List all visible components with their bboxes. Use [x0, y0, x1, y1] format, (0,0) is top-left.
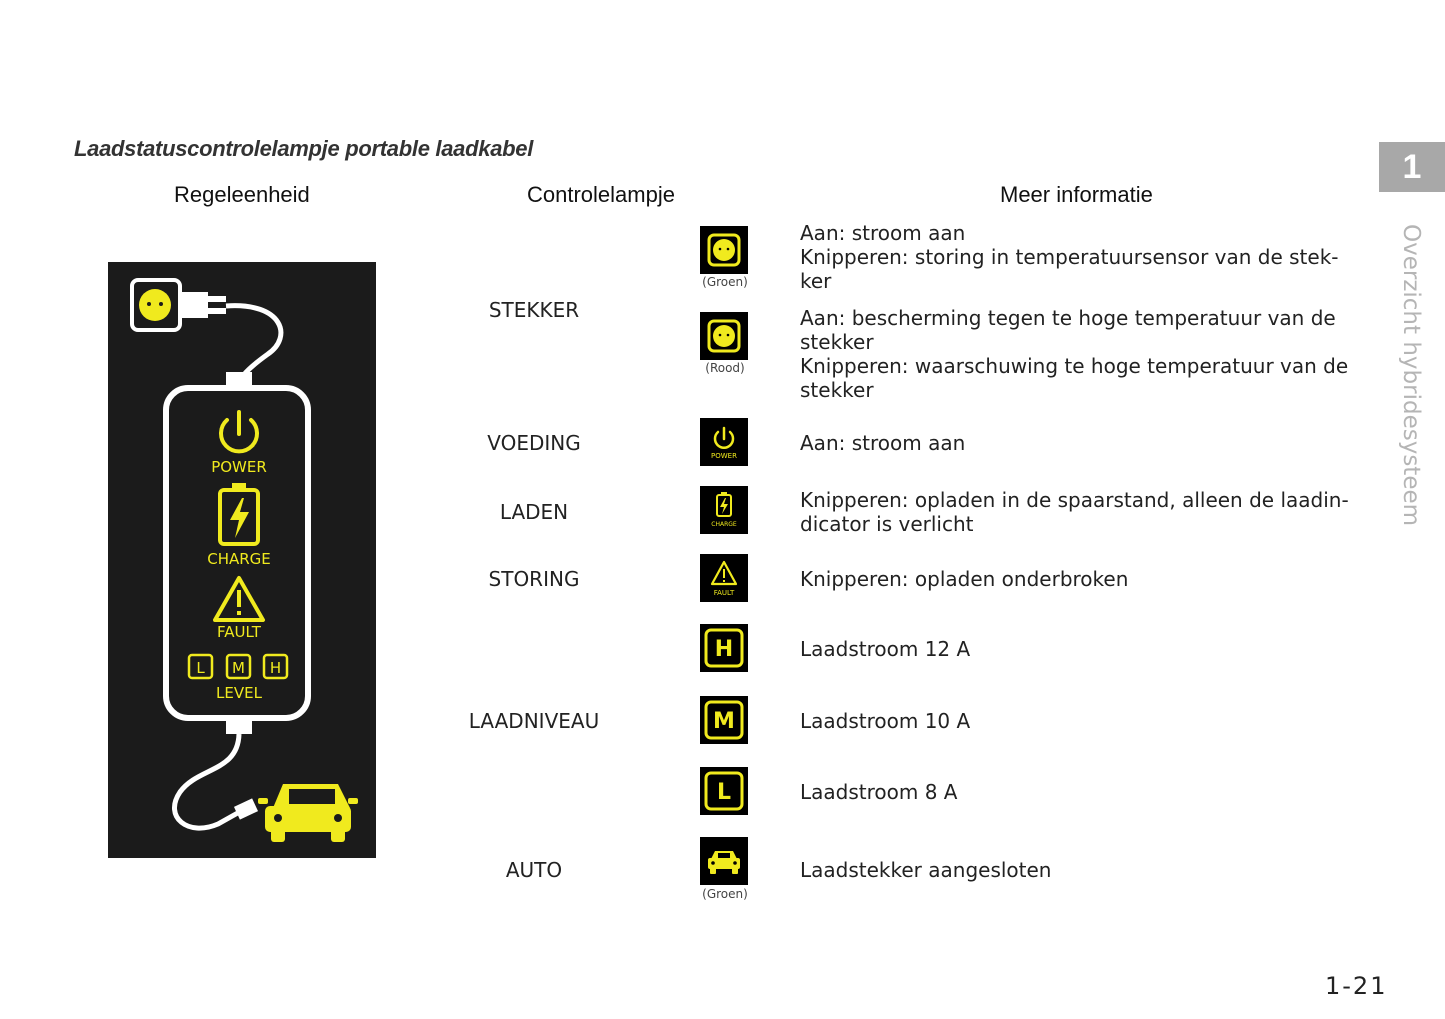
svg-text:CHARGE: CHARGE	[711, 521, 737, 528]
header-regeleenheid: Regeleenheid	[174, 182, 310, 207]
svg-text:H: H	[269, 659, 282, 677]
chapter-tab: 1	[1379, 142, 1445, 192]
label-laadniveau: LAADNIVEAU	[468, 709, 600, 733]
svg-text:M: M	[713, 709, 735, 734]
warning-icon	[215, 578, 263, 620]
unit-power-label: POWER	[211, 458, 267, 476]
plug-green-lamp-icon	[700, 226, 748, 274]
caption-groen-plug: (Groen)	[702, 275, 748, 289]
info-level-l: Laadstroom 8 A	[800, 780, 958, 804]
caption-rood-plug: (Rood)	[705, 361, 745, 375]
section-title: Laadstatuscontrolelampje portable laadkabel	[74, 136, 534, 161]
header-controlelampje: Controlelampje	[527, 182, 675, 207]
unit-level-label: LEVEL	[216, 684, 262, 702]
page-number: 1-21	[1325, 972, 1388, 1000]
car-lamp-icon	[700, 837, 748, 885]
unit-charge-label: CHARGE	[207, 550, 271, 568]
info-stekker-red: Aan: bescherming tegen te hoge temperatuur van de stekker Knipperen: waarschuwing te hoge temperatuur van de stekker	[800, 306, 1349, 402]
power-lamp-icon	[700, 418, 748, 466]
level-h-icon	[264, 655, 287, 678]
control-unit-illustration	[108, 262, 376, 858]
level-l-icon	[189, 655, 212, 678]
info-stekker-green: Aan: stroom aan Knipperen: storing in temperatuursensor van de stek- ker	[800, 221, 1339, 293]
svg-text:L: L	[716, 780, 732, 805]
label-stekker: STEKKER	[488, 298, 580, 322]
info-level-h: Laadstroom 12 A	[800, 637, 971, 661]
svg-text:M: M	[232, 659, 245, 677]
svg-text:L: L	[196, 659, 205, 677]
level-h-lamp-icon	[700, 624, 748, 672]
info-level-m: Laadstroom 10 A	[800, 709, 971, 733]
plug-red-lamp-icon	[700, 312, 748, 360]
unit-fault-label: FAULT	[217, 623, 261, 641]
info-voeding: Aan: stroom aan	[800, 431, 966, 455]
label-laden: LADEN	[499, 500, 569, 524]
fault-lamp-icon	[700, 554, 748, 602]
charge-lamp-icon	[700, 486, 748, 534]
svg-text:H: H	[714, 637, 734, 662]
battery-icon	[220, 483, 258, 544]
info-laden: Knipperen: opladen in de spaarstand, alleen de laadin- dicator is verlicht	[800, 488, 1349, 536]
label-auto: AUTO	[505, 858, 563, 882]
chapter-title-vertical: Overzicht hybridesysteem	[1398, 224, 1424, 527]
label-voeding: VOEDING	[487, 431, 581, 455]
power-icon	[221, 412, 257, 451]
control-unit-svg	[108, 262, 376, 858]
level-m-lamp-icon	[700, 696, 748, 744]
svg-text:FAULT: FAULT	[713, 589, 735, 597]
level-m-icon	[227, 655, 250, 678]
svg-text:POWER: POWER	[711, 452, 737, 460]
plug-icon	[132, 280, 226, 330]
info-storing: Knipperen: opladen onderbroken	[800, 567, 1129, 591]
info-auto: Laadstekker aangesloten	[800, 858, 1052, 882]
header-meer-informatie: Meer informatie	[1000, 182, 1153, 207]
caption-groen-auto: (Groen)	[702, 887, 748, 901]
level-l-lamp-icon	[700, 767, 748, 815]
label-storing: STORING	[488, 567, 580, 591]
